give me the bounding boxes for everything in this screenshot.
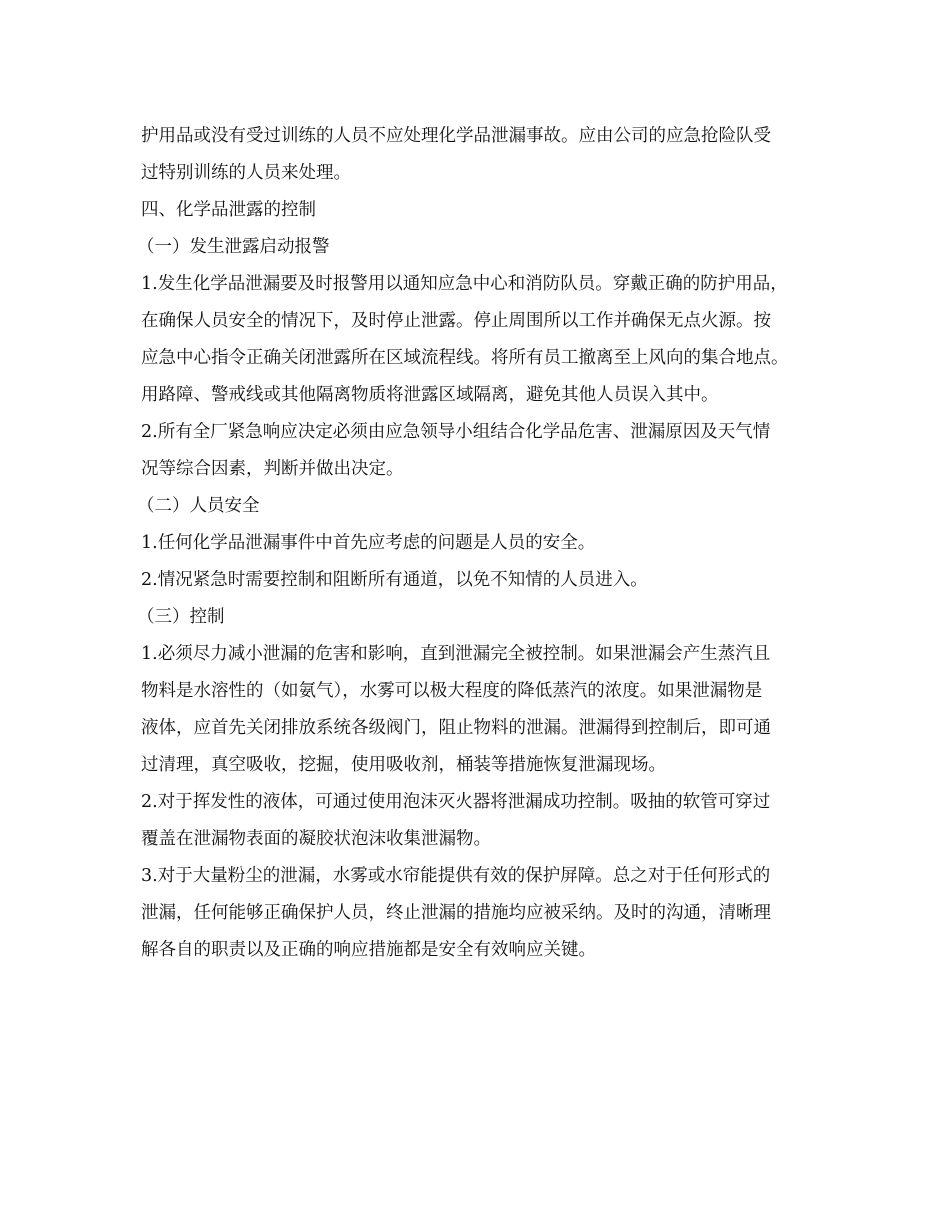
body-text-line: 在确保人员安全的情况下，及时停止泄露。停止周围所以工作并确保无点火源。按 bbox=[141, 311, 771, 331]
body-text-line: 3.对于大量粉尘的泄漏，水雾或水帘能提供有效的保护屏障。总之对于任何形式的 bbox=[141, 866, 771, 886]
body-text-line: 1.必须尽力减小泄漏的危害和影响，直到泄漏完全被控制。如果泄漏会产生蒸汽且 bbox=[141, 644, 771, 664]
subsection-heading: （三）控制 bbox=[137, 607, 225, 627]
body-text-line: 2.情况紧急时需要控制和阻断所有通道，以免不知情的人员进入。 bbox=[141, 570, 648, 590]
body-text-line: 2.对于挥发性的液体，可通过使用泡沫灭火器将泄漏成功控制。吸抽的软管可穿过 bbox=[141, 792, 771, 812]
body-text-line: 护用品或没有受过训练的人员不应处理化学品泄漏事故。应由公司的应急抢险队受 bbox=[141, 126, 771, 146]
body-text-line: 解各自的职责以及正确的响应措施都是安全有效响应关键。 bbox=[141, 940, 596, 960]
body-text-line: 泄漏，任何能够正确保护人员，终止泄漏的措施均应被采纳。及时的沟通，清晰理 bbox=[141, 903, 771, 923]
subsection-heading: （一）发生泄露启动报警 bbox=[137, 237, 330, 257]
body-text-line: 液体，应首先关闭排放系统各级阀门，阻止物料的泄漏。泄漏得到控制后，即可通 bbox=[141, 718, 771, 738]
subsection-heading: （二）人员安全 bbox=[137, 496, 260, 516]
body-text-line: 1.任何化学品泄漏事件中首先应考虑的问题是人员的安全。 bbox=[141, 533, 596, 553]
body-text-line: 2.所有全厂紧急响应决定必须由应急领导小组结合化学品危害、泄漏原因及天气情 bbox=[141, 422, 771, 442]
document-body bbox=[137, 118, 831, 969]
body-text-line: 况等综合因素，判断并做出决定。 bbox=[141, 459, 404, 479]
body-text-line: 1.发生化学品泄漏要及时报警用以通知应急中心和消防队员。穿戴正确的防护用品， bbox=[141, 274, 788, 294]
body-text-line: 过特别训练的人员来处理。 bbox=[141, 163, 351, 183]
body-text-line: 应急中心指令正确关闭泄露所在区域流程线。将所有员工撤离至上风向的集合地点。 bbox=[141, 348, 789, 368]
body-text-line: 物料是水溶性的（如氨气），水雾可以极大程度的降低蒸汽的浓度。如果泄漏物是 bbox=[141, 681, 763, 701]
body-text-line: 覆盖在泄漏物表面的凝胶状泡沫收集泄漏物。 bbox=[141, 829, 491, 849]
body-text-line: 过清理，真空吸收，挖掘，使用吸收剂，桶装等措施恢复泄漏现场。 bbox=[141, 755, 666, 775]
section-heading: 四、化学品泄露的控制 bbox=[141, 200, 316, 220]
body-text-line: 用路障、警戒线或其他隔离物质将泄露区域隔离，避免其他人员误入其中。 bbox=[141, 385, 719, 405]
